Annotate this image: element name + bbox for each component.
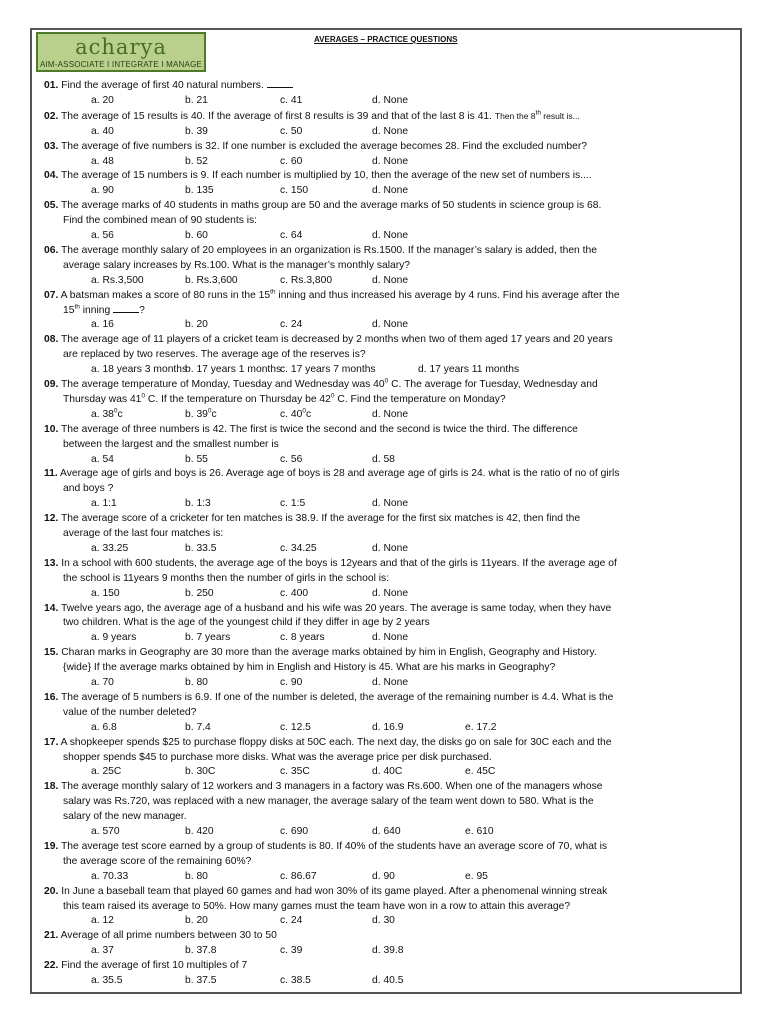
question-text: 10. The average of three numbers is 42. The first is twice the second and the second is twice the third. The difference (44, 423, 578, 435)
answer-blank (113, 312, 139, 313)
question-number: 05. (44, 200, 59, 212)
question-text: 19. The average test score earned by a group of students is 80. If 40% of the students have an average score of 70, what is (44, 840, 608, 852)
answer-option: d. 17 years 11 months (418, 364, 520, 376)
question-text: 14. Twelve years ago, the average age of a husband and his wife was 20 years. The average is same today, when they have (44, 602, 612, 614)
question-number: 08. (44, 334, 59, 346)
question-text-continued: average of the last four matches is: (63, 528, 224, 540)
answer-option: c. 41 (280, 94, 303, 106)
question-number: 06. (44, 244, 59, 256)
answer-option: e. 95 (465, 870, 488, 882)
answer-option: b. 7 years (185, 632, 231, 644)
question-item (44, 557, 734, 602)
question-text: 21. Average of all prime numbers between 30 to 50 (44, 930, 277, 942)
question-text-continued: 15th inning ? (63, 303, 145, 316)
answer-option: b. 39 (185, 125, 208, 137)
question-text: 06. The average monthly salary of 20 employees in an organization is Rs.1500. If the manager’s salary is added, then the (44, 244, 597, 256)
question-item (44, 244, 734, 289)
answer-options (44, 229, 734, 244)
answer-option: d. 90 (372, 870, 395, 882)
question-text: 22. Find the average of first 10 multiples of 7 (44, 960, 248, 972)
question-item (44, 646, 734, 691)
answer-option: d. None (372, 185, 409, 197)
answer-option: e. 17.2 (465, 721, 497, 733)
question-text: 08. The average age of 11 players of a cricket team is decreased by 2 months when two of them aged 17 years and 20 years (44, 334, 613, 346)
answer-options (44, 721, 734, 736)
answer-option: a. 25C (91, 766, 122, 778)
question-item (44, 169, 734, 199)
answer-option: b. 20 (185, 319, 208, 331)
superscript: 0 (302, 407, 306, 415)
question-text: 02. The average of 15 results is 40. If the average of first 8 results is 39 and that of the last 8 is 41. Then the 8th result is... (44, 109, 580, 122)
question-text-continued: shopper spends $45 to purchase more disks. What was the average price per disk purchased. (63, 751, 492, 763)
question-text-continued: salary was Rs.720, was replaced with a new manager, the average salary of the team went down to 580. What is the (63, 796, 594, 808)
answer-option: b. Rs.3,600 (185, 274, 238, 286)
question-number: 16. (44, 691, 59, 703)
answer-options (44, 318, 734, 333)
question-item (44, 736, 734, 781)
answer-options (44, 184, 734, 199)
question-number: 02. (44, 110, 59, 122)
answer-option: d. 40.5 (372, 975, 404, 987)
question-text: 05. The average marks of 40 students in maths group are 50 and the average marks of 50 students in science group is 68. (44, 200, 602, 212)
question-number: 04. (44, 170, 59, 182)
superscript: 0 (113, 407, 118, 415)
answer-options (44, 125, 734, 140)
answer-option: c. 86.67 (280, 870, 317, 882)
answer-options (44, 94, 734, 109)
question-text: 11. Average age of girls and boys is 26. Average age of boys is 28 and average age of girls is 24. what is the ratio of no of girls (44, 468, 620, 480)
answer-option: a. 48 (91, 155, 114, 167)
answer-options (44, 274, 734, 289)
answer-option: d. None (372, 155, 409, 167)
answer-option: c. Rs.3,800 (280, 274, 333, 286)
answer-option: d. None (372, 498, 409, 510)
superscript: th (535, 109, 541, 117)
question-number: 11. (44, 468, 58, 480)
answer-option: a. 70.33 (91, 870, 129, 882)
answer-option: c. 8 years (280, 632, 325, 644)
answer-option: b. 17 years 1 months (185, 364, 282, 376)
question-item (44, 289, 734, 334)
answer-option: c. 64 (280, 230, 303, 241)
answer-options (44, 408, 734, 423)
answer-option: d. None (372, 587, 409, 599)
question-text: 13. In a school with 600 students, the average age of the boys is 12years and that of the girls is 11years. If the average age of (44, 557, 617, 569)
answer-option: e. 45C (465, 766, 496, 778)
superscript: 0 (384, 377, 389, 385)
answer-option: c. 34.25 (280, 542, 317, 554)
question-number: 09. (44, 379, 59, 390)
question-text: 01. Find the average of first 40 natural numbers. (44, 79, 734, 94)
answer-options (44, 497, 734, 512)
question-item (44, 333, 734, 378)
question-number: 14. (44, 602, 59, 614)
answer-option: a. 35.5 (91, 975, 123, 987)
question-list (44, 79, 734, 989)
answer-option: c. 150 (280, 185, 309, 197)
question-item (44, 885, 734, 930)
answer-option: a. 1:1 (91, 498, 117, 510)
answer-option: b. 33.5 (185, 542, 217, 554)
question-item (44, 423, 734, 468)
answer-option: c. 35C (280, 766, 310, 778)
answer-option: c. 39 (280, 945, 303, 957)
answer-options (44, 765, 734, 780)
answer-option: d. 39.8 (372, 945, 404, 957)
question-number: 22. (44, 960, 59, 972)
answer-option: a. 12 (91, 915, 114, 927)
answer-option: a. 150 (91, 587, 120, 599)
answer-options (44, 944, 734, 959)
superscript: th (270, 288, 276, 296)
question-text: 09. The average temperature of Monday, Tuesday and Wednesday was $40^0$ C. The average for Tuesday, Wednesday and (44, 377, 598, 390)
answer-option: a. 18 years 3 months (91, 364, 188, 376)
question-item (44, 691, 734, 736)
answer-option: c. $40^0c$ (280, 407, 312, 420)
question-number: 07. (44, 289, 59, 301)
answer-option: b. 80 (185, 870, 208, 882)
answer-option: d. None (372, 125, 409, 137)
answer-options (44, 155, 734, 170)
superscript: 0 (141, 392, 146, 400)
answer-option: d. None (372, 632, 409, 644)
question-text-continued: Find the combined mean of 90 students is: (63, 215, 258, 227)
answer-option: b. 37.5 (185, 975, 217, 987)
answer-option: d. 640 (372, 826, 401, 838)
answer-option: b. 7.4 (185, 721, 211, 733)
answer-option: b. 420 (185, 826, 214, 838)
answer-option: c. 50 (280, 125, 303, 137)
question-text-continued: {wide} If the average marks obtained by him in English and History is 45. What are his marks in Geography? (63, 662, 556, 674)
answer-option: a. 9 years (91, 632, 137, 644)
question-text: 18. The average monthly salary of 12 workers and 3 managers in a factory was Rs.600. When one of the managers whose (44, 781, 603, 793)
answer-option: a. 70 (91, 677, 114, 689)
answer-option: d. None (372, 542, 409, 554)
question-number: 10. (44, 423, 59, 435)
answer-option: b. 135 (185, 185, 214, 197)
question-number: 12. (44, 513, 59, 525)
answer-option: c. 17 years 7 months (280, 364, 376, 376)
answer-option: e. 610 (465, 826, 494, 838)
question-text-continued: average salary increases by Rs.100. What is the manager’s monthly salary? (63, 259, 411, 271)
superscript: 0 (207, 407, 212, 415)
answer-option: d. 40C (372, 766, 403, 778)
answer-options (44, 676, 734, 691)
small-text: result is... (540, 110, 580, 121)
answer-option: c. 56 (280, 453, 303, 465)
answer-option: d. None (372, 274, 409, 286)
answer-option: b. 1:3 (185, 498, 211, 510)
answer-option: d. None (372, 230, 409, 241)
small-text: Then the 8 (494, 110, 536, 121)
superscript: th (74, 303, 80, 311)
question-text-continued: between the largest and the smallest number is (63, 438, 279, 450)
answer-option: c. 12.5 (280, 721, 311, 733)
question-item (44, 929, 734, 959)
answer-option: a. 37 (91, 945, 114, 957)
answer-option: a. 40 (91, 125, 114, 137)
answer-option: c. 400 (280, 587, 309, 599)
answer-option: a. 570 (91, 826, 120, 838)
question-text: 03. The average of five numbers is 32. If one number is excluded the average becomes 28. Find the excluded number? (44, 140, 588, 152)
answer-options (44, 453, 734, 468)
answer-option: d. 30 (372, 915, 395, 927)
question-text: 16. The average of 5 numbers is 6.9. If one of the number is deleted, the average of the remaining number is 4.4. What is the (44, 691, 614, 703)
answer-option: a. 16 (91, 319, 114, 331)
question-text: 17. A shopkeeper spends $25 to purchase floppy disks at 50C each. The next day, the disks go on sale for 30C each and the (44, 736, 612, 748)
question-text-continued: are replaced by two reserves. The average age of the reserves is? (63, 349, 366, 361)
answer-option: b. $39^0c$ (185, 407, 217, 420)
question-text-continued: Thursday was $41^0$ C. If the temperature on Thursday be $42^0$ C. Find the temperature on Monday? (63, 392, 506, 405)
question-text-continued: and boys ? (63, 483, 114, 495)
question-text: 07. A batsman makes a score of 80 runs in the 15th inning and thus increased his average by 4 runs. Find his average after the (44, 288, 620, 301)
answer-options (44, 974, 734, 989)
answer-options (44, 825, 734, 840)
question-number: 21. (44, 930, 59, 942)
answer-options (44, 363, 734, 378)
answer-option: d. None (372, 94, 409, 106)
superscript: 0 (330, 392, 335, 400)
answer-option: b. 80 (185, 677, 208, 689)
question-number: 13. (44, 557, 59, 569)
answer-option: c. 24 (280, 319, 303, 331)
answer-option: a. 90 (91, 185, 114, 197)
page-title: AVERAGES – PRACTICE QUESTIONS (314, 35, 458, 44)
question-text-continued: this team raised its average to 50%. How many games must the team have won in a row to attain this average? (63, 900, 571, 912)
question-number: 18. (44, 781, 59, 793)
question-item (44, 79, 734, 109)
answer-option: b. 250 (185, 587, 214, 599)
question-number: 17. (44, 736, 59, 748)
answer-options (44, 587, 734, 602)
question-text: 04. The average of 15 numbers is 9. If each number is multiplied by 10, then the average of the new set of numbers is.... (44, 170, 592, 182)
question-text-continued: salary of the new manager. (63, 811, 187, 823)
answer-option: d. None (372, 408, 409, 420)
question-item (44, 512, 734, 557)
question-text-continued: the average score of the remaining 60%? (63, 855, 252, 867)
question-number: 01. (44, 80, 59, 91)
answer-option: d. None (372, 319, 409, 331)
answer-option: b. 30C (185, 766, 216, 778)
answer-option: c. 1:5 (280, 498, 306, 510)
question-text-continued: two children. What is the age of the youngest child if they differ in age by 2 years (63, 617, 430, 629)
answer-option: a. Rs.3,500 (91, 274, 144, 286)
answer-option: d. 58 (372, 453, 395, 465)
answer-option: d. None (372, 677, 409, 689)
question-text-continued: value of the number deleted? (63, 706, 197, 718)
answer-option: c. 38.5 (280, 975, 311, 987)
answer-option: a. 6.8 (91, 721, 117, 733)
logo-tagline: AIM-ASSOCIATE I INTEGRATE I MANAGE (39, 60, 203, 69)
answer-option: a. 20 (91, 94, 114, 106)
answer-options (44, 870, 734, 885)
answer-blank (267, 87, 293, 88)
answer-option: c. 24 (280, 915, 303, 927)
answer-option: b. 60 (185, 230, 208, 241)
answer-option: d. 16.9 (372, 721, 404, 733)
answer-options (44, 631, 734, 646)
question-item (44, 780, 734, 840)
question-item (44, 199, 734, 244)
answer-option: c. 60 (280, 155, 303, 167)
question-number: 20. (44, 885, 59, 897)
answer-option: b. 37.8 (185, 945, 217, 957)
question-text: 20. In June a baseball team that played 60 games and had won 30% of its game played. After a phenomenal winning streak (44, 885, 608, 897)
question-text-continued: the school is 11years 9 months then the number of girls in the school is: (63, 572, 390, 584)
question-text: 12. The average score of a cricketer for ten matches is 38.9. If the average for the first six matches is 42, then find the (44, 513, 581, 525)
answer-option: b. 55 (185, 453, 208, 465)
answer-option: c. 690 (280, 826, 309, 838)
question-number: 15. (44, 647, 59, 659)
question-text: 15. Charan marks in Geography are 30 more than the average marks obtained by him in English, Geography and History. (44, 647, 597, 659)
answer-options (44, 542, 734, 557)
question-number: 03. (44, 140, 59, 152)
answer-option: a. $38^0c$ (91, 407, 123, 420)
answer-option: c. 90 (280, 677, 303, 689)
answer-option: b. 21 (185, 94, 208, 106)
question-item (44, 840, 734, 885)
answer-option: a. 33.25 (91, 542, 129, 554)
logo-wordmark: acharya (75, 35, 167, 59)
question-item (44, 959, 734, 989)
question-item (44, 109, 734, 140)
answer-options (44, 914, 734, 929)
acharya-logo (36, 32, 206, 72)
answer-option: b. 20 (185, 915, 208, 927)
question-item (44, 602, 734, 647)
answer-option: b. 52 (185, 155, 208, 167)
question-number: 19. (44, 840, 59, 852)
question-item (44, 378, 734, 423)
question-item (44, 140, 734, 170)
answer-option: a. 54 (91, 453, 114, 465)
answer-option: a. 56 (91, 230, 114, 241)
question-item (44, 467, 734, 512)
